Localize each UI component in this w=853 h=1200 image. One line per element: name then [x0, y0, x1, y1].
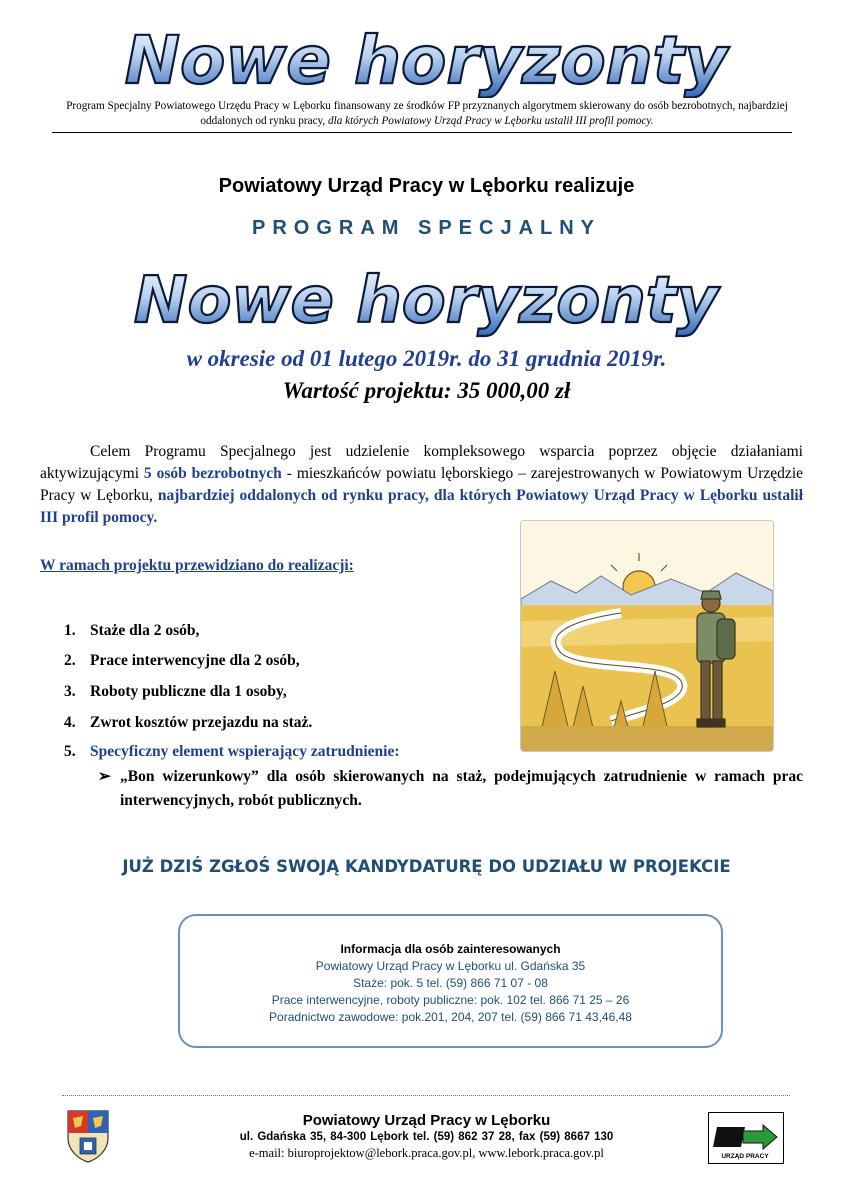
bullet-text: „Bon wizerunkowy” dla osób skierowanych na staż, podejmujących zatrudnienie w ramach prac interwencyjnych, robót publicznych.	[120, 768, 803, 809]
info-line: Prace interwencyjne, roboty publiczne: pok. 102 tel. 866 71 25 – 26	[271, 993, 630, 1007]
list-item: 5. Specyficzny element wspierający zatrudnienie:	[64, 743, 400, 760]
program-name	[0, 262, 853, 340]
description-highlight2: najbardziej oddalonych od rynku pracy, dla których Powiatowy Urząd Pracy w Lęborku ustalił III profil pomocy.	[40, 487, 804, 526]
description-part1: Celem Programu Specjalnego jest udzielenie kompleksowego wsparcia poprzez objęcie działaniami aktywizującymi	[40, 443, 803, 482]
description-highlight1: 5 osób bezrobotnych	[143, 465, 282, 482]
bullet-item	[98, 765, 803, 813]
header-title	[0, 20, 853, 98]
org-line: Powiatowy Urząd Pracy w Lęborku realizuje	[218, 175, 635, 197]
header-title-text: Nowe horyzonty	[124, 22, 728, 98]
call-to-action: JUŻ DZIŚ ZGŁOŚ SWOJĄ KANDYDATURĘ DO UDZIAŁU W PROJEKCIE	[122, 857, 731, 876]
header-subtitle-italic: dla których Powiatowy Urząd Pracy w Lęborku ustalił III profil pomocy.	[328, 115, 654, 127]
list-item: 4. Zwrot kosztów przejazdu na staż.	[64, 714, 313, 731]
list-item: 2. Prace interwencyjne dla 2 osób,	[64, 652, 300, 669]
header-subtitle	[62, 99, 792, 129]
info-line: Staże: pok. 5 tel. (59) 866 71 07 - 08	[353, 976, 548, 990]
footer-contact: e-mail: biuroprojektow@lebork.praca.gov.pl, www.lebork.praca.gov.pl	[249, 1146, 604, 1160]
logo-text: URZĄD PRACY	[721, 1153, 769, 1160]
urzad-pracy-logo-icon	[708, 1112, 784, 1164]
header-subtitle-plain: Program Specjalny Powiatowego Urzędu Pracy w Lęborku finansowany ze środków FP przyznanych algorytmem skierowany do osób bezrobotnych, najbardziej oddalonych od rynku pracy,	[66, 100, 788, 127]
footer-org-name: Powiatowy Urząd Pracy w Lęborku	[302, 1112, 551, 1129]
list-item: 1. Staże dla 2 osób,	[64, 622, 200, 639]
program-label: PROGRAM SPECJALNY	[251, 217, 602, 239]
info-line: Poradnictwo zawodowe: pok.201, 204, 207 tel. (59) 866 71 43,46,48	[269, 1010, 632, 1024]
scope-heading: W ramach projektu przewidziano do realizacji:	[40, 557, 354, 574]
project-value: Wartość projektu: 35 000,00 zł	[282, 378, 571, 403]
contact-info-box	[178, 914, 723, 1048]
info-line: Powiatowy Urząd Pracy w Lęborku ul. Gdańska 35	[315, 959, 586, 973]
description-part2: - mieszkańców powiatu lęborskiego – zarejestrowanych w Powiatowym Urzędzie Pracy w Lęborku,	[40, 465, 803, 504]
footer-address: ul. Gdańska 35, 84-300 Lębork tel. (59) 862 37 28, fax (59) 8667 130	[239, 1131, 614, 1143]
hiker-landscape-illustration	[520, 520, 774, 752]
description-paragraph	[40, 441, 803, 529]
program-period: w okresie od 01 lutego 2019r. do 31 grudnia 2019r.	[186, 346, 667, 371]
info-title: Informacja dla osób zainteresowanych	[340, 942, 561, 956]
program-name-text: Nowe horyzonty	[133, 264, 719, 338]
header-divider	[52, 132, 792, 133]
footer-divider	[62, 1095, 790, 1096]
list-item: 3. Roboty publiczne dla 1 osoby,	[64, 683, 287, 700]
arrow-bullet-icon: ➢	[98, 768, 111, 785]
